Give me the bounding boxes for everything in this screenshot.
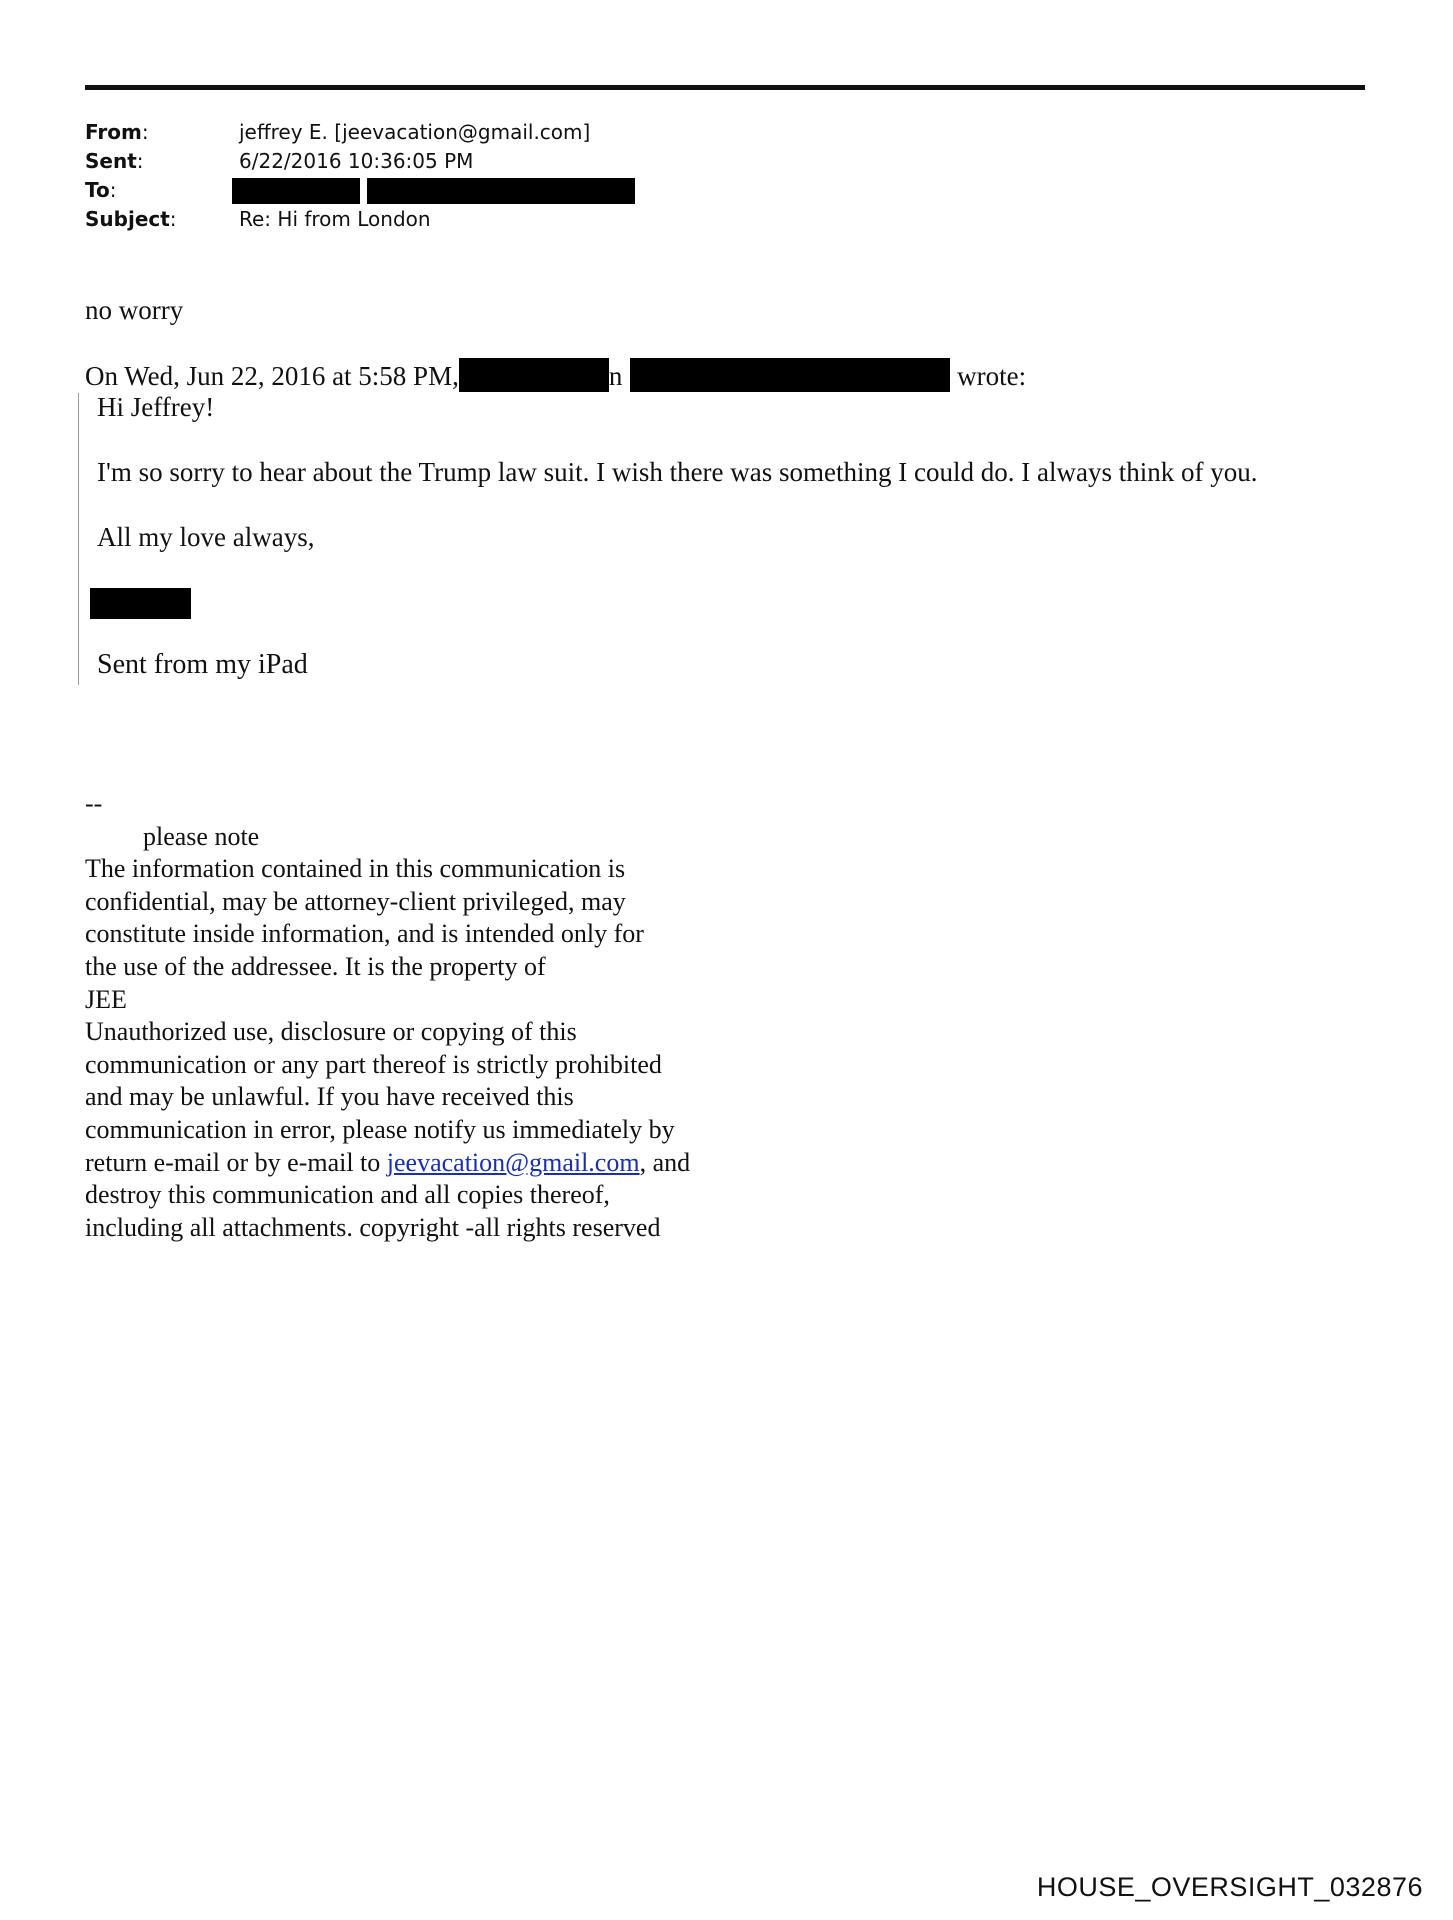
signature-separator: -- xyxy=(85,789,103,818)
redaction-box xyxy=(630,358,950,392)
reply-text: no worry xyxy=(85,295,184,325)
confidentiality-disclaimer xyxy=(85,788,690,1244)
from-row xyxy=(85,118,635,147)
quote-intro-suffix: wrote: xyxy=(957,361,1027,391)
quoted-body: I'm so sorry to hear about the Trump law suit. I wish there was something I could do. I always think of you. xyxy=(97,457,1258,487)
disclaimer-line: JEE xyxy=(85,984,127,1014)
disclaimer-line: including all attachments. copyright -all rights reserved xyxy=(85,1212,661,1242)
header-divider xyxy=(85,85,1365,90)
disclaimer-line: and may be unlawful. If you have received this xyxy=(85,1082,574,1112)
sent-row xyxy=(85,147,635,176)
quote-intro xyxy=(85,358,1026,392)
email-header xyxy=(85,118,635,234)
sent-value: 6/22/2016 10:36:05 PM xyxy=(239,149,474,173)
quoted-signature: Sent from my iPad xyxy=(97,649,308,680)
quote-bar xyxy=(78,393,79,685)
disclaimer-line: constitute inside information, and is intended only for xyxy=(85,919,644,949)
redaction-box xyxy=(232,178,360,204)
quote-intro-partial: n xyxy=(608,361,623,391)
from-label: From: xyxy=(85,120,149,144)
disclaimer-line: communication in error, please notify us immediately by xyxy=(85,1114,675,1144)
quoted-closing: All my love always, xyxy=(97,522,315,552)
from-value: jeffrey E. [jeevacation@gmail.com] xyxy=(239,120,591,144)
disclaimer-link-prefix: return e-mail or by e-mail to xyxy=(85,1147,387,1177)
disclaimer-line xyxy=(85,1147,690,1180)
subject-label: Subject: xyxy=(85,207,177,231)
disclaimer-line: The information contained in this communication is xyxy=(85,854,626,884)
subject-row xyxy=(85,205,635,234)
disclaimer-link-suffix: , and xyxy=(639,1147,691,1177)
to-row xyxy=(85,176,635,205)
sent-label: Sent: xyxy=(85,149,144,173)
email-link[interactable]: jeevacation@gmail.com xyxy=(386,1147,640,1177)
quoted-greeting: Hi Jeffrey! xyxy=(97,392,215,422)
disclaimer-line: destroy this communication and all copies thereof, xyxy=(85,1180,610,1210)
disclaimer-line: communication or any part thereof is strictly prohibited xyxy=(85,1049,662,1079)
redaction-box xyxy=(367,178,635,204)
disclaimer-line: the use of the addressee. It is the property of xyxy=(85,951,546,981)
redaction-box xyxy=(459,358,609,392)
disclaimer-line: Unauthorized use, disclosure or copying of this xyxy=(85,1017,577,1047)
redaction-box xyxy=(90,588,191,619)
disclaimer-heading: please note xyxy=(143,821,260,851)
disclaimer-line: confidential, may be attorney-client privileged, may xyxy=(85,886,626,916)
subject-value: Re: Hi from London xyxy=(239,207,431,231)
bates-number: HOUSE_OVERSIGHT_032876 xyxy=(1036,1872,1423,1902)
quote-intro-prefix: On Wed, Jun 22, 2016 at 5:58 PM, xyxy=(85,361,459,391)
to-label: To: xyxy=(85,178,117,202)
